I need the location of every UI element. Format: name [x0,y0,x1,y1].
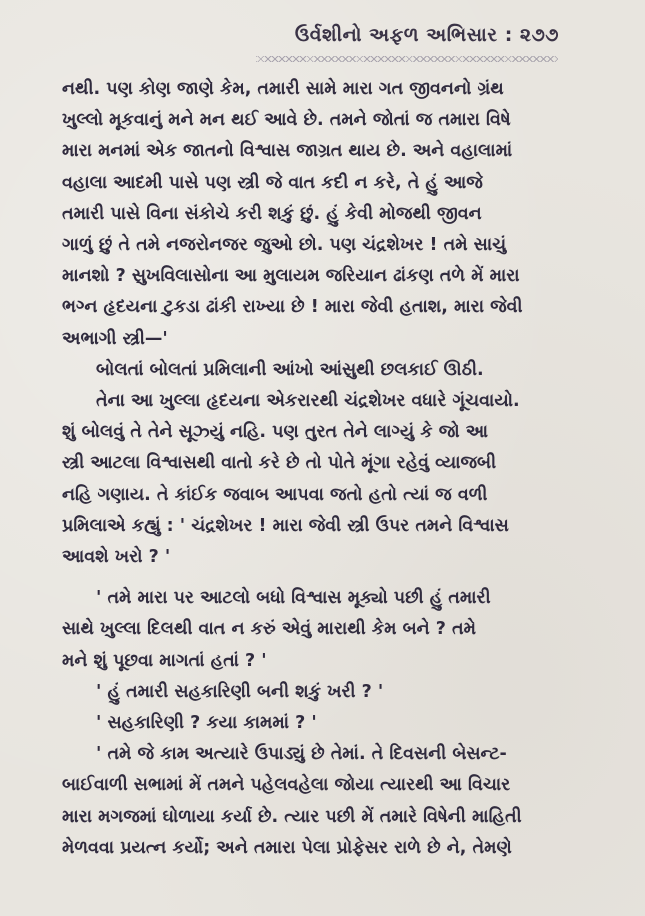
text-line: ખુલ્લો મૂકવાનું મને મન થઈ આવે છે. તમને જોતાં જ તમારા વિષે [62,110,511,131]
text-line: પ્રમિલાએ કહ્યું : ' ચંદ્રશેખર ! મારા જેવી સ્ત્રી ઉપર તમને વિશ્વાસ [62,515,509,536]
text-line: મને શું પૂછવા માગતાં હતાં ? ' [62,650,267,671]
text-line: મારા મનમાં એક જાતનો વિશ્વાસ જાગ્રત થાય છે. અને વહાલામાં [62,141,513,162]
paragraph-6 [62,708,592,739]
paragraph-5 [62,677,592,708]
text-line: ગાળું છું તે તમે નજરોનજર જુઓ છો. પણ ચંદ્રશેખર ! તમે સાચું [62,235,507,256]
text-line: સાથે ખુલ્લા દિલથી વાત ન કરું એવું મારાથી કેમ બને ? તમે [62,619,476,640]
text-line: ભગ્ન હૃદયના ટુકડા ઢાંકી રાખ્યા છે ! મારા જેવી હતાશ, મારા જેવી [62,297,523,318]
text-line: તમારી પાસે વિના સંકોચે કરી શકું છું. હું કેવી મોજથી જીવન [62,203,482,224]
paragraph-4 [62,583,592,677]
paragraph-3 [62,386,592,573]
text-line: સ્ત્રી આટલા વિશ્વાસથી વાતો કરે છે તો પોતે મૂંગા રહેવું વ્યાજબી [62,453,497,474]
text-line: માનશો ? સુખવિલાસોના આ મુલાયમ જરિયાન ઢાંકણ તળે મેં મારા [62,266,520,287]
paragraph-7 [62,739,592,864]
text-line: આવશે ખરો ? ' [62,547,171,568]
text-line: તેના આ ખુલ્લા હૃદયના એકરારથી ચંદ્રશેખર વધારે ગૂંચવાયો. [96,391,520,412]
text-line: નહિ ગણાય. તે કાંઈક જવાબ આપવા જતો હતો ત્યાં જ વળી [62,484,488,505]
text-line: મેળવવા પ્રયત્ન કર્યો; અને તમારા પેલા પ્રોફેસર રાળે છે ને, તેમણે [62,837,512,858]
paragraph-2 [62,355,592,386]
body-text [62,74,592,864]
header-wavy-rule [256,56,558,62]
paragraph-1 [62,74,592,355]
text-line: ' તમે જે કામ અત્યારે ઉપાડ્યું છે તેમાં. તે દિવસની બેસન્ટ- [96,744,507,765]
text-line: વહાલા આદમી પાસે પણ સ્ત્રી જે વાત કદી ન કરે, તે હું આજે [62,172,483,193]
text-line: મારા મગજમાં ઘોળાયા કર્યા છે. ત્યાર પછી મેં તમારે વિષેની માહિતી [62,806,522,827]
text-line: શું બોલવું તે તેને સૂઝ્યું નહિ. પણ તુરત તેને લાગ્યું કે જો આ [62,422,488,443]
text-line: ' સહકારિણી ? કયા કામમાં ? ' [96,713,317,734]
text-line: ' હું તમારી સહકારિણી બની શકું ખરી ? ' [96,681,384,702]
running-head: ઉર્વશીનો અફળ અભિસાર : ૨૭૭ [294,24,559,46]
text-line: નથી. પણ કોણ જાણે કેમ, તમારી સામે મારા ગત જીવનનો ગ્રંથ [62,79,504,99]
text-line: બાઈવાળી સભામાં મેં તમને પહેલવહેલા જોયા ત્યારથી આ વિચાર [62,775,511,796]
text-line: બોલતાં બોલતાં પ્રમિલાની આંખો આંસુથી છલકાઈ ઊઠી. [96,359,484,380]
text-line: ' તમે મારા પર આટલો બધો વિશ્વાસ મૂક્યો પછી હું તમારી [96,588,491,609]
text-line: અભાગી સ્ત્રી—' [62,328,168,349]
